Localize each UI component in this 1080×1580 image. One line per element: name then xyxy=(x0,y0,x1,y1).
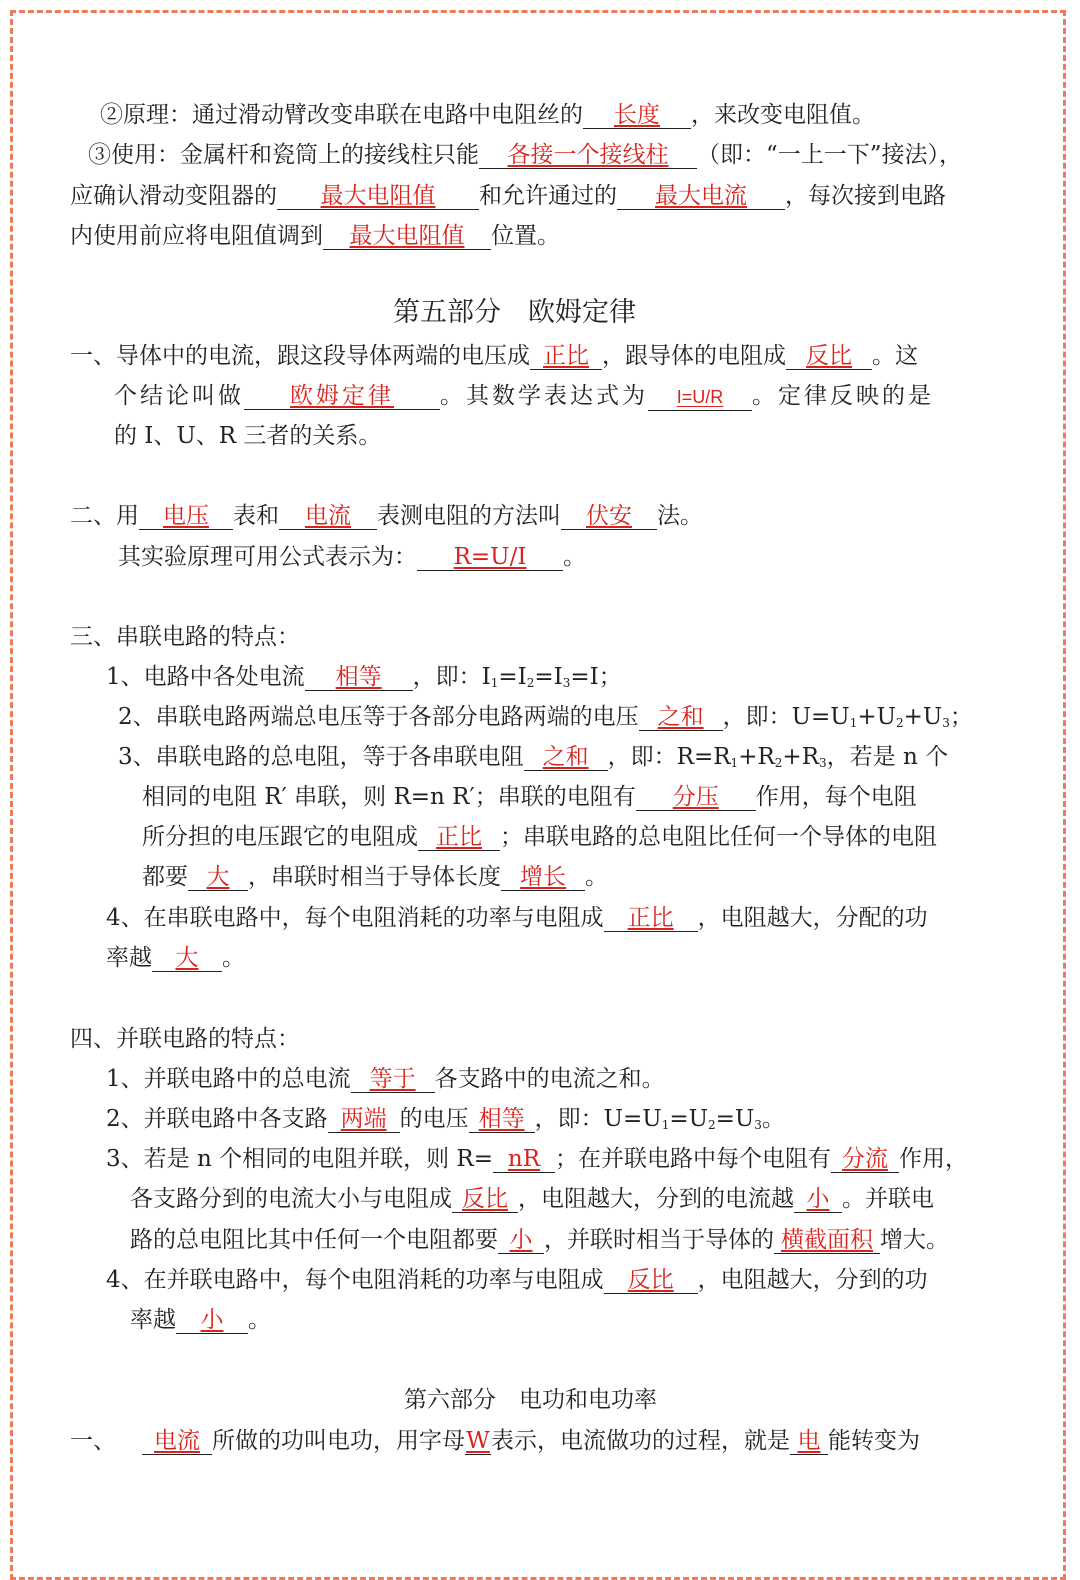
answer-blank xyxy=(328,1106,400,1133)
parallel-heading: 四、并联电路的特点： xyxy=(70,1026,300,1052)
answer-blank xyxy=(617,183,785,210)
formula: $U=U_1+U_2+U_3$； xyxy=(791,704,973,730)
text: 。 xyxy=(563,544,586,570)
answer: 电流 xyxy=(305,503,351,529)
text: 2、串联电路两端总电压等于各部分电路两端的电压 xyxy=(118,704,639,730)
answer: 小 xyxy=(509,1227,533,1253)
text: 其实验原理可用公式表示为： xyxy=(118,544,417,570)
formula: $R=R_1+R_2+R_3$ xyxy=(676,744,827,770)
answer: 电流 xyxy=(154,1428,200,1454)
usage-line-3 xyxy=(70,221,560,251)
answer-blank xyxy=(636,784,756,811)
answer-blank xyxy=(774,1227,880,1254)
text: ，若是 n 个 xyxy=(826,744,949,770)
series-item-4-line-2 xyxy=(106,943,245,973)
text: ，即： xyxy=(534,1106,604,1132)
answer-blank xyxy=(417,544,563,571)
section-6-title: 第六部分 电功和电功率 xyxy=(404,1387,657,1413)
text: ②原理：通过滑动臂改变串联在电路中电阻丝的 xyxy=(100,102,583,128)
principle-line xyxy=(100,100,875,130)
answer: I=U/R xyxy=(676,387,724,407)
series-item-3-line-4 xyxy=(142,862,608,892)
answer-blank xyxy=(305,664,413,691)
answer-blank xyxy=(418,824,500,851)
text: 3、若是 n 个相同的电阻并联，则 R= xyxy=(106,1146,493,1172)
answer-blank xyxy=(561,503,657,530)
answer: 电 xyxy=(797,1428,821,1454)
answer-blank xyxy=(493,1146,555,1173)
answer-blank xyxy=(583,102,691,129)
answer: 各接一个接线柱 xyxy=(507,142,669,168)
series-item-3 xyxy=(118,742,948,778)
answer-blank xyxy=(452,1186,518,1213)
text: 。并联电 xyxy=(842,1186,934,1212)
text: ，每次接到电路 xyxy=(785,183,946,209)
answer: 之和 xyxy=(657,704,704,730)
answer-blank xyxy=(152,945,222,972)
text: 。 xyxy=(585,864,608,890)
answer: 伏安 xyxy=(586,503,632,529)
answer: 分压 xyxy=(672,784,719,810)
answer: 正比 xyxy=(436,824,482,850)
text: ，串联时相当于导体长度 xyxy=(248,864,501,890)
ohm-line-1 xyxy=(70,341,918,371)
text: 都要 xyxy=(142,864,188,890)
answer: 正比 xyxy=(543,343,589,369)
text: ，跟导体的电阻成 xyxy=(602,343,786,369)
text: ，即： xyxy=(607,744,677,770)
answer: 长度 xyxy=(614,102,660,128)
text: 率越 xyxy=(130,1307,176,1333)
voltammetry-line-1 xyxy=(70,501,703,531)
answer-blank xyxy=(639,704,723,731)
parallel-item-3-line-3 xyxy=(130,1225,949,1255)
parallel-item-4-line-2 xyxy=(130,1305,271,1335)
answer: 正比 xyxy=(627,905,674,931)
text: ；串联电路的总电阻比任何一个导体的电阻 xyxy=(500,824,937,850)
text: 表示，电流做功的过程，就是 xyxy=(491,1428,790,1454)
answer: 电压 xyxy=(163,503,209,529)
voltammetry-line-2 xyxy=(118,542,586,572)
series-item-2 xyxy=(118,702,973,738)
answer-blank xyxy=(279,503,377,530)
text: 作用，每个电阻 xyxy=(755,784,917,810)
answer: 分流 xyxy=(841,1146,888,1172)
answer-blank xyxy=(351,1066,435,1093)
parallel-item-2 xyxy=(106,1104,785,1140)
answer: 欧姆定律 xyxy=(290,383,394,409)
answer-blank xyxy=(277,183,479,210)
text: 法。 xyxy=(657,503,703,529)
text: 1、电路中各处电流 xyxy=(106,664,305,690)
text: ，并联时相当于导体的 xyxy=(544,1227,774,1253)
answer-blank xyxy=(142,1428,212,1455)
answer: 之和 xyxy=(542,744,589,770)
answer-blank xyxy=(139,503,233,530)
usage-line-1 xyxy=(88,140,962,170)
ohm-line-3: 的 I、U、R 三者的关系。 xyxy=(114,423,382,449)
answer: 相等 xyxy=(335,664,382,690)
answer-blank xyxy=(648,384,752,411)
electric-work-line xyxy=(70,1426,920,1456)
text: ，即： xyxy=(722,704,792,730)
answer: 反比 xyxy=(462,1186,508,1212)
text: 。定律反映的是 xyxy=(752,383,934,409)
text: ，电阻越大，分配的功 xyxy=(697,905,928,931)
text: 增大。 xyxy=(880,1227,949,1253)
answer: 反比 xyxy=(806,343,852,369)
text: 各支路中的电流之和。 xyxy=(434,1066,665,1092)
answer: 横截面积 xyxy=(781,1227,873,1253)
answer-blank xyxy=(176,1307,248,1334)
answer: 小 xyxy=(200,1307,224,1333)
text: 率越 xyxy=(106,945,152,971)
answer-blank xyxy=(501,864,585,891)
text: 。 xyxy=(248,1307,271,1333)
text: ，来改变电阻值。 xyxy=(691,102,875,128)
series-item-3-line-2 xyxy=(142,782,917,812)
text: ；在并联电路中每个电阻有 xyxy=(554,1146,831,1172)
answer: 最大电流 xyxy=(655,183,747,209)
answer-blank xyxy=(604,905,698,932)
parallel-item-1 xyxy=(106,1064,665,1094)
text: ③使用：金属杆和瓷筒上的接线柱只能 xyxy=(88,142,479,168)
formula: $U=U_1=U_2=U_3$。 xyxy=(603,1106,785,1132)
ohm-line-2 xyxy=(114,381,934,411)
answer-blank xyxy=(831,1146,899,1173)
text: 路的总电阻比其中任何一个电阻都要 xyxy=(130,1227,498,1253)
answer-blank xyxy=(786,343,872,370)
section-5-title: 第五部分 欧姆定律 xyxy=(393,297,636,328)
answer-blank xyxy=(469,1106,535,1133)
answer-blank xyxy=(323,223,491,250)
text: 。 xyxy=(222,945,245,971)
answer-blank xyxy=(465,1428,491,1455)
text: 3、串联电路的总电阻，等于各串联电阻 xyxy=(118,744,524,770)
text: 一、 xyxy=(70,1428,116,1454)
answer-blank xyxy=(479,142,697,169)
answer: 最大电阻值 xyxy=(320,183,436,209)
answer: 增长 xyxy=(520,864,566,890)
text: ，电阻越大，分到的功 xyxy=(697,1267,928,1293)
text: 各支路分到的电流大小与电阻成 xyxy=(130,1186,452,1212)
answer: 等于 xyxy=(369,1066,416,1092)
answer: R=U/I xyxy=(453,544,527,570)
series-heading: 三、串联电路的特点： xyxy=(70,624,300,650)
answer-blank xyxy=(794,1186,842,1213)
text: ，即： xyxy=(412,664,482,690)
text: 。这 xyxy=(872,343,918,369)
text: 2、并联电路中各支路 xyxy=(106,1106,328,1132)
text: 作用， xyxy=(898,1146,968,1172)
text: 所做的功叫电功，用字母 xyxy=(212,1428,465,1454)
text: 和允许通过的 xyxy=(479,183,617,209)
text: 1、并联电路中的总电流 xyxy=(106,1066,351,1092)
answer-blank xyxy=(790,1428,828,1455)
answer: 大 xyxy=(206,864,230,890)
text: ，电阻越大，分到的电流越 xyxy=(518,1186,794,1212)
answer: 相等 xyxy=(478,1106,525,1132)
answer: 小 xyxy=(806,1186,830,1212)
usage-line-2 xyxy=(70,181,946,211)
answer: 两端 xyxy=(340,1106,387,1132)
series-item-4 xyxy=(106,903,928,933)
formula: $I_1=I_2=I_3=I$； xyxy=(481,664,622,690)
text: 二、用 xyxy=(70,503,139,529)
text: 表和 xyxy=(233,503,279,529)
text: 一、导体中的电流，跟这段导体两端的电压成 xyxy=(70,343,530,369)
text: 4、在并联电路中，每个电阻消耗的功率与电阻成 xyxy=(106,1267,604,1293)
text: 的电压 xyxy=(399,1106,469,1132)
text: 能转变为 xyxy=(828,1428,920,1454)
series-item-3-line-3 xyxy=(142,822,937,852)
text: 位置。 xyxy=(491,223,560,249)
text: 4、在串联电路中，每个电阻消耗的功率与电阻成 xyxy=(106,905,604,931)
text: 表测电阻的方法叫 xyxy=(377,503,561,529)
answer: 反比 xyxy=(627,1267,674,1293)
answer-blank xyxy=(498,1227,544,1254)
answer: 最大电阻值 xyxy=(349,223,465,249)
answer-blank xyxy=(604,1267,698,1294)
text: 个结论叫做 xyxy=(114,383,244,409)
parallel-item-4 xyxy=(106,1265,928,1295)
text: 所分担的电压跟它的电阻成 xyxy=(142,824,418,850)
text: 相同的电阻 R′ 串联，则 R=n R′；串联的电阻有 xyxy=(142,784,636,810)
answer: nR xyxy=(507,1146,541,1172)
parallel-item-3-line-2 xyxy=(130,1184,934,1214)
answer: 大 xyxy=(175,945,199,971)
text: 应确认滑动变阻器的 xyxy=(70,183,277,209)
answer-blank xyxy=(530,343,602,370)
series-item-1 xyxy=(106,662,622,698)
parallel-item-3 xyxy=(106,1144,968,1174)
answer: W xyxy=(466,1428,490,1454)
text: （即：“一上一下”接法）， xyxy=(697,142,963,168)
answer-blank xyxy=(524,744,608,771)
text: 。其数学表达式为 xyxy=(440,383,648,409)
answer-blank xyxy=(188,864,248,891)
answer-blank xyxy=(244,383,440,410)
text: 内使用前应将电阻值调到 xyxy=(70,223,323,249)
